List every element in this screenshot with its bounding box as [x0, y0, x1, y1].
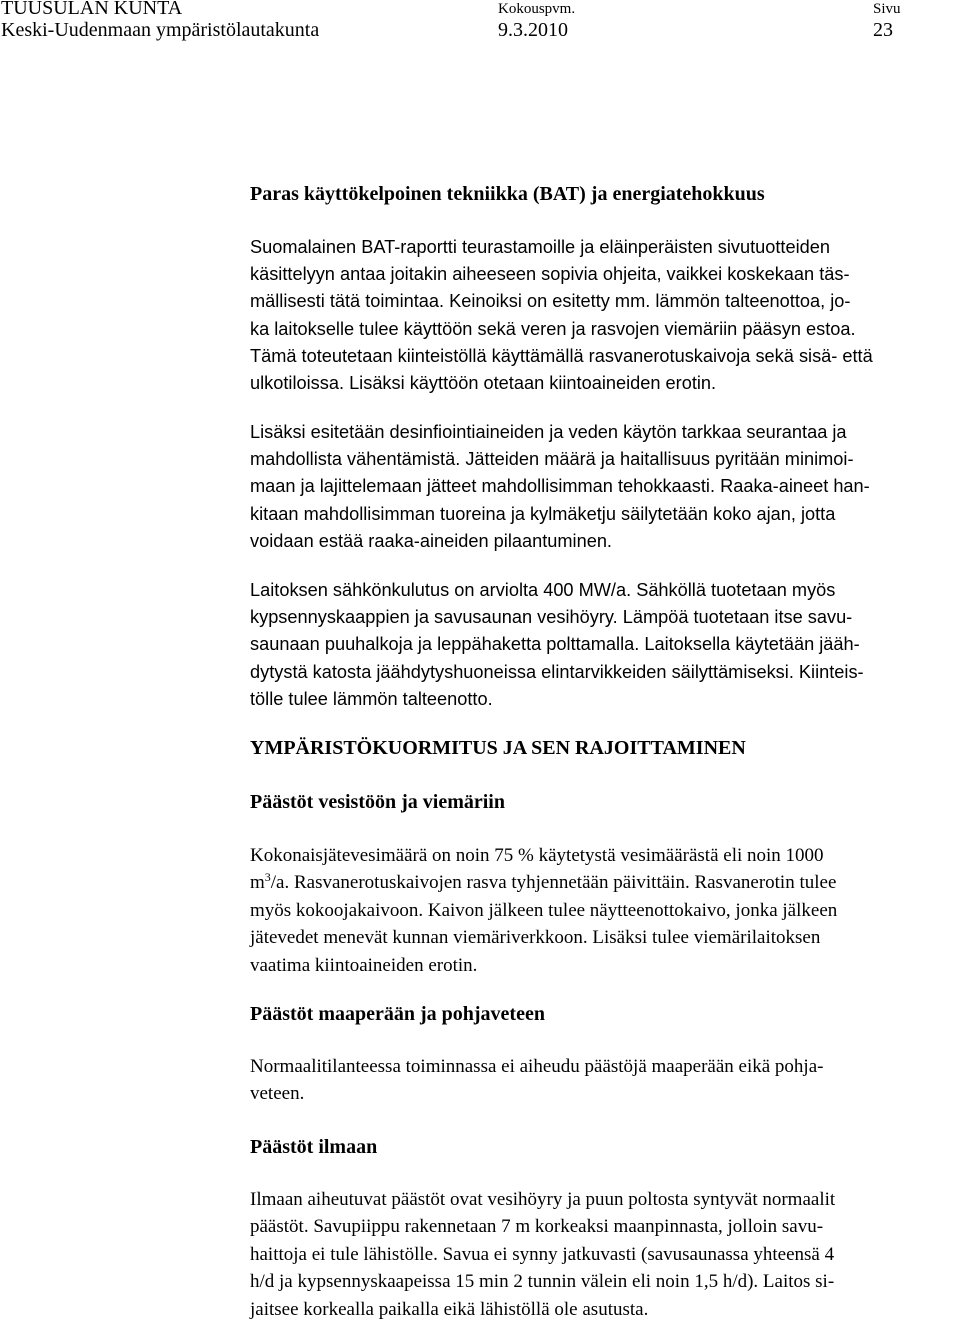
superscript: 3: [264, 870, 271, 885]
text-line: Lisäksi esitetään desinfiointiaineiden ja veden käytön tarkkaa seurantaa ja: [250, 422, 847, 442]
page-number: 23: [873, 19, 893, 41]
water-paragraph: [250, 842, 960, 979]
bat-paragraph-1: [250, 234, 960, 397]
text-line: käsittelyyn antaa joitakin aiheeseen sopivia ohjeita, vaikkei koskekaan täs-: [250, 264, 850, 285]
text-line: Ilmaan aiheutuvat päästöt ovat vesihöyry ja puun poltosta syntyvät normaalit: [250, 1189, 836, 1210]
meeting-date-label: Kokouspvm.: [498, 1, 576, 17]
text-line: tölle tulee lämmön talteenotto.: [250, 688, 493, 709]
text-line: saunaan puuhalkoja ja leppähaketta polttamalla. Laitoksella käytetään jääh-: [250, 634, 860, 655]
text-line: ka laitokselle tulee käyttöön sekä veren ja rasvojen viemäriin pääsyn estoa.: [250, 318, 856, 339]
page-label: Sivu: [873, 1, 901, 17]
bat-paragraph-3: [250, 577, 960, 713]
board-name: Keski-Uudenmaan ympäristölautakunta: [1, 19, 320, 41]
air-heading: Päästöt ilmaan: [250, 1136, 378, 1158]
bat-heading: Paras käyttökelpoinen tekniikka (BAT) ja energiatehokkuus: [250, 183, 765, 205]
section-heading: YMPÄRISTÖKUORMITUS JA SEN RAJOITTAMINEN: [250, 737, 746, 759]
text-line: Suomalainen BAT-raportti teurastamoille ja eläinperäisten sivutuotteiden: [250, 237, 830, 257]
text-line: kypsennyskaappien ja savusaunan vesihöyry. Lämpöä tuotetaan itse savu-: [250, 607, 853, 628]
text-line: [250, 869, 960, 896]
text-line: ulkotiloissa. Lisäksi käyttöön otetaan kiintoaineiden erotin.: [250, 373, 717, 394]
water-heading: Päästöt vesistöön ja viemäriin: [250, 791, 505, 813]
soil-heading: Päästöt maaperään ja pohjaveteen: [250, 1003, 545, 1025]
text-line: mahdollista vähentämistä. Jätteiden määrä ja haitallisuus pyritään minimoi-: [250, 449, 854, 470]
text-line: jätevedet menevät kunnan viemäriverkkoon. Lisäksi tulee viemärilaitoksen: [250, 927, 821, 949]
text-line: kitaan mahdollisimman tuoreina ja kylmäketju säilytetään koko ajan, jotta: [250, 503, 836, 524]
air-paragraph: [250, 1186, 960, 1323]
text-line: h/d ja kypsennyskaapeissa 15 min 2 tunnin välein eli noin 1,5 h/d). Laitos si-: [250, 1271, 835, 1293]
text-line: vaatima kiintoaineiden erotin.: [250, 954, 478, 976]
text-line: haittoja ei tule lähistölle. Savua ei synny jatkuvasti (savusaunassa yhteensä 4: [250, 1243, 835, 1265]
text-line: myös kokoojakaivoon. Kaivon jälkeen tulee näytteenottokaivo, jonka jälkeen: [250, 899, 838, 921]
text-line: Kokonaisjätevesimäärä on noin 75 % käytetystä vesimäärästä eli noin 1000: [250, 845, 824, 866]
meeting-date: 9.3.2010: [498, 19, 568, 41]
unit-text: m: [250, 872, 265, 894]
text-line: maan ja lajittelemaan jätteet mahdollisimman tehokkaasti. Raaka-aineet han-: [250, 476, 870, 497]
text-line: jaitsee korkealla paikalla eikä lähistöllä ole asutusta.: [250, 1298, 649, 1320]
text-line: Laitoksen sähkönkulutus on arviolta 400 MW/a. Sähköllä tuotetaan myös: [250, 580, 836, 600]
text-line: päästöt. Savupiippu rakennetaan 7 m korkeaksi maanpinnasta, jolloin savu-: [250, 1216, 824, 1238]
text-line: dytystä katosta jäähdytyshuoneissa elintarvikkeiden säilyttämiseksi. Kiinteis-: [250, 661, 864, 682]
text-line: mällisesti tätä toimintaa. Keinoiksi on esitetty mm. lämmön talteenottoa, jo-: [250, 291, 851, 312]
organization-name: TUUSULAN KUNTA: [1, 0, 183, 19]
text-line: Tämä toteutetaan kiinteistöllä käyttämällä rasvanerotuskaivoja sekä sisä- että: [250, 345, 873, 366]
bat-paragraph-2: [250, 419, 960, 555]
text-run: /a. Rasvanerotuskaivojen rasva tyhjennetään päivittäin. Rasvanerotin tulee: [270, 872, 837, 894]
text-line: Normaalitilanteessa toiminnassa ei aiheudu päästöjä maaperään eikä pohja-: [250, 1056, 824, 1077]
text-line: voidaan estää raaka-aineiden pilaantuminen.: [250, 530, 612, 551]
text-line: veteen.: [250, 1083, 305, 1105]
soil-paragraph: [250, 1053, 960, 1108]
